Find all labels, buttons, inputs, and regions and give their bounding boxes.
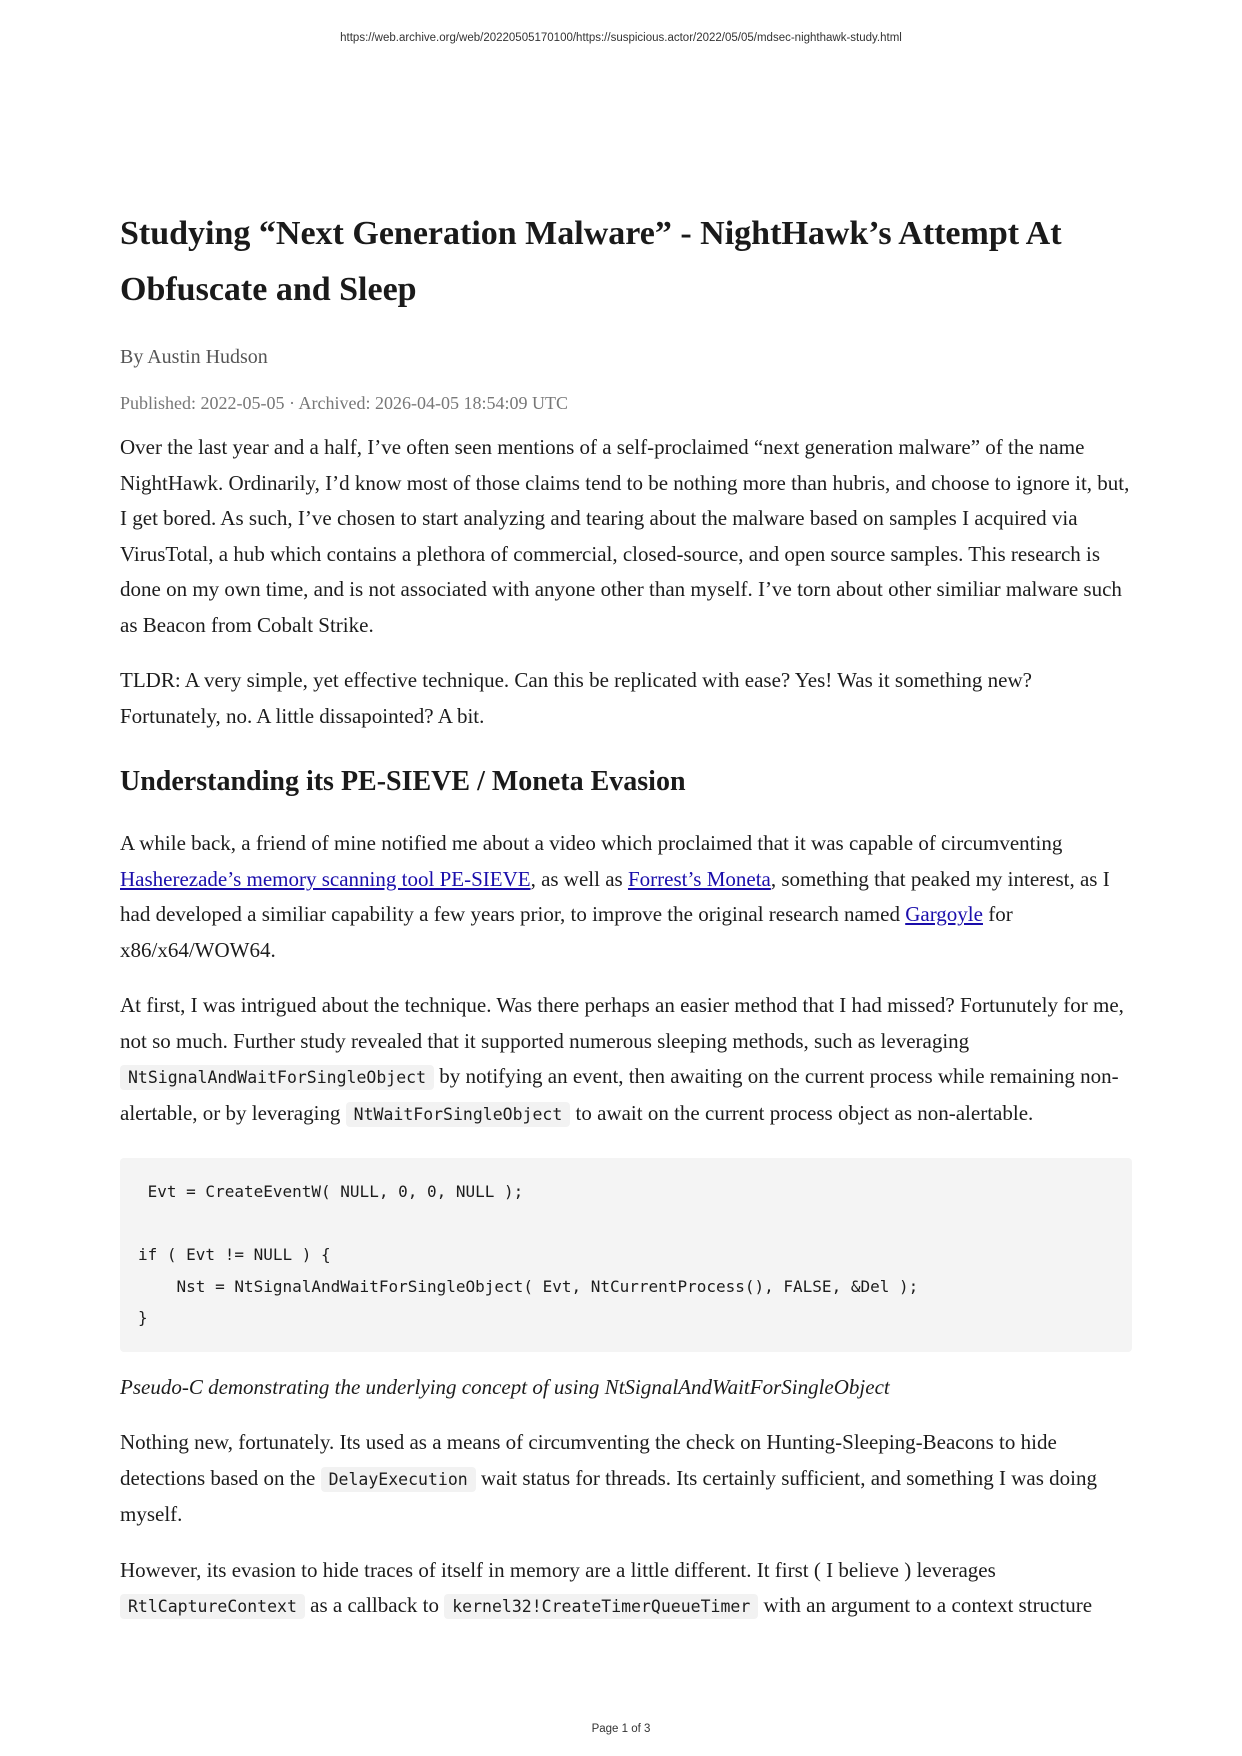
inline-code: NtWaitForSingleObject [346, 1102, 571, 1127]
paragraph-delay-execution [120, 1425, 1132, 1533]
text-span: to await on the current process object as non-alertable. [570, 1100, 1034, 1125]
article-author: By Austin Hudson [120, 346, 268, 368]
intro-paragraph: Over the last year and a half, I’ve often seen mentions of a self-proclaimed “next generation malware” of the name NightHawk. Ordinarily, I’d know most of those claims tend to be nothing more than hubris, and choose to ignore it, but, I get bored. As such, I’ve chosen to start analyzing and tearing about the malware based on samples I acquired via VirusTotal, a hub which contains a plethora of commercial, closed-source, and open source samples. This research is done on my own time, and is not associated with anyone other than myself. I’ve torn about other similiar malware such as Beacon from Cobalt Strike. [120, 435, 1130, 637]
text-span: by notifying an event, then awaiting on the current process while remaining non-alertable, or by leveraging [120, 1064, 1119, 1125]
gargoyle-link[interactable]: Gargoyle [905, 902, 983, 926]
paragraph-evasion [120, 1553, 1132, 1625]
paragraph-technique [120, 988, 1132, 1132]
inline-code: RtlCaptureContext [120, 1594, 305, 1619]
text-span: wait status for threads. Its certainly sufficient, and something I was doing myself. [120, 1465, 1097, 1526]
text-span: At first, I was intrigued about the technique. Was there perhaps an easier method that I had missed? Fortunutely for me, not so much. Further study revealed that it supported numerous sleeping methods, such as leveraging [120, 993, 1124, 1053]
text-span: Nothing new, fortunately. Its used as a means of circumventing the check on Hunting-Sleeping-Beacons to hide detections based on the [120, 1430, 1057, 1490]
code-caption: Pseudo-C demonstrating the underlying concept of using NtSignalAndWaitForSingleObject [120, 1374, 890, 1399]
moneta-link[interactable]: Forrest’s Moneta [627, 866, 771, 891]
article [120, 206, 1132, 1625]
text-span: as a callback to [304, 1593, 445, 1617]
text-span: with an argument to a context structure [758, 1593, 1093, 1617]
article-title: Studying “Next Generation Malware” - NightHawk’s Attempt At Obfuscate and Sleep [120, 215, 1062, 308]
archive-url: https://web.archive.org/web/20220505170100/https://suspicious.actor/2022/05/05/mdsec-nighthawk-study.html [340, 32, 902, 44]
article-meta: Published: 2022-05-05 · Archived: 2026-04-05 18:54:09 UTC [120, 393, 568, 413]
text-span: for x86/x64/WOW64. [120, 902, 1013, 962]
paragraph-video [120, 826, 1132, 968]
tldr-paragraph: TLDR: A very simple, yet effective technique. Can this be replicated with ease? Yes! Was it something new? Fortunately, no. A little dissapointed? A bit. [120, 668, 1032, 728]
text-span: , as well as [530, 866, 628, 891]
text-span: However, its evasion to hide traces of itself in memory are a little different. It first ( I believe ) leverages [120, 1557, 996, 1582]
text-span: , something that peaked my interest, as I had developed a similiar capability a few years prior, to improve the original research named [120, 866, 1110, 926]
pe-sieve-link[interactable]: Hasherezade’s memory scanning tool PE-SIEVE [120, 866, 531, 891]
inline-code: NtSignalAndWaitForSingleObject [120, 1065, 434, 1090]
text-span: A while back, a friend of mine notified me about a video which proclaimed that it was capable of circumventing [120, 831, 1063, 855]
page-number: Page 1 of 3 [591, 1723, 651, 1735]
inline-code: kernel32!CreateTimerQueueTimer [444, 1594, 758, 1619]
section-heading: Understanding its PE-SIEVE / Moneta Evasion [120, 766, 686, 797]
inline-code: DelayExecution [321, 1467, 476, 1492]
code-block: Evt = CreateEventW( NULL, 0, 0, NULL ); if ( Evt != NULL ) { Nst = NtSignalAndWaitForSingleObject( Evt, NtCurrentProcess(), FALSE, &Del ); } [120, 1158, 1132, 1352]
